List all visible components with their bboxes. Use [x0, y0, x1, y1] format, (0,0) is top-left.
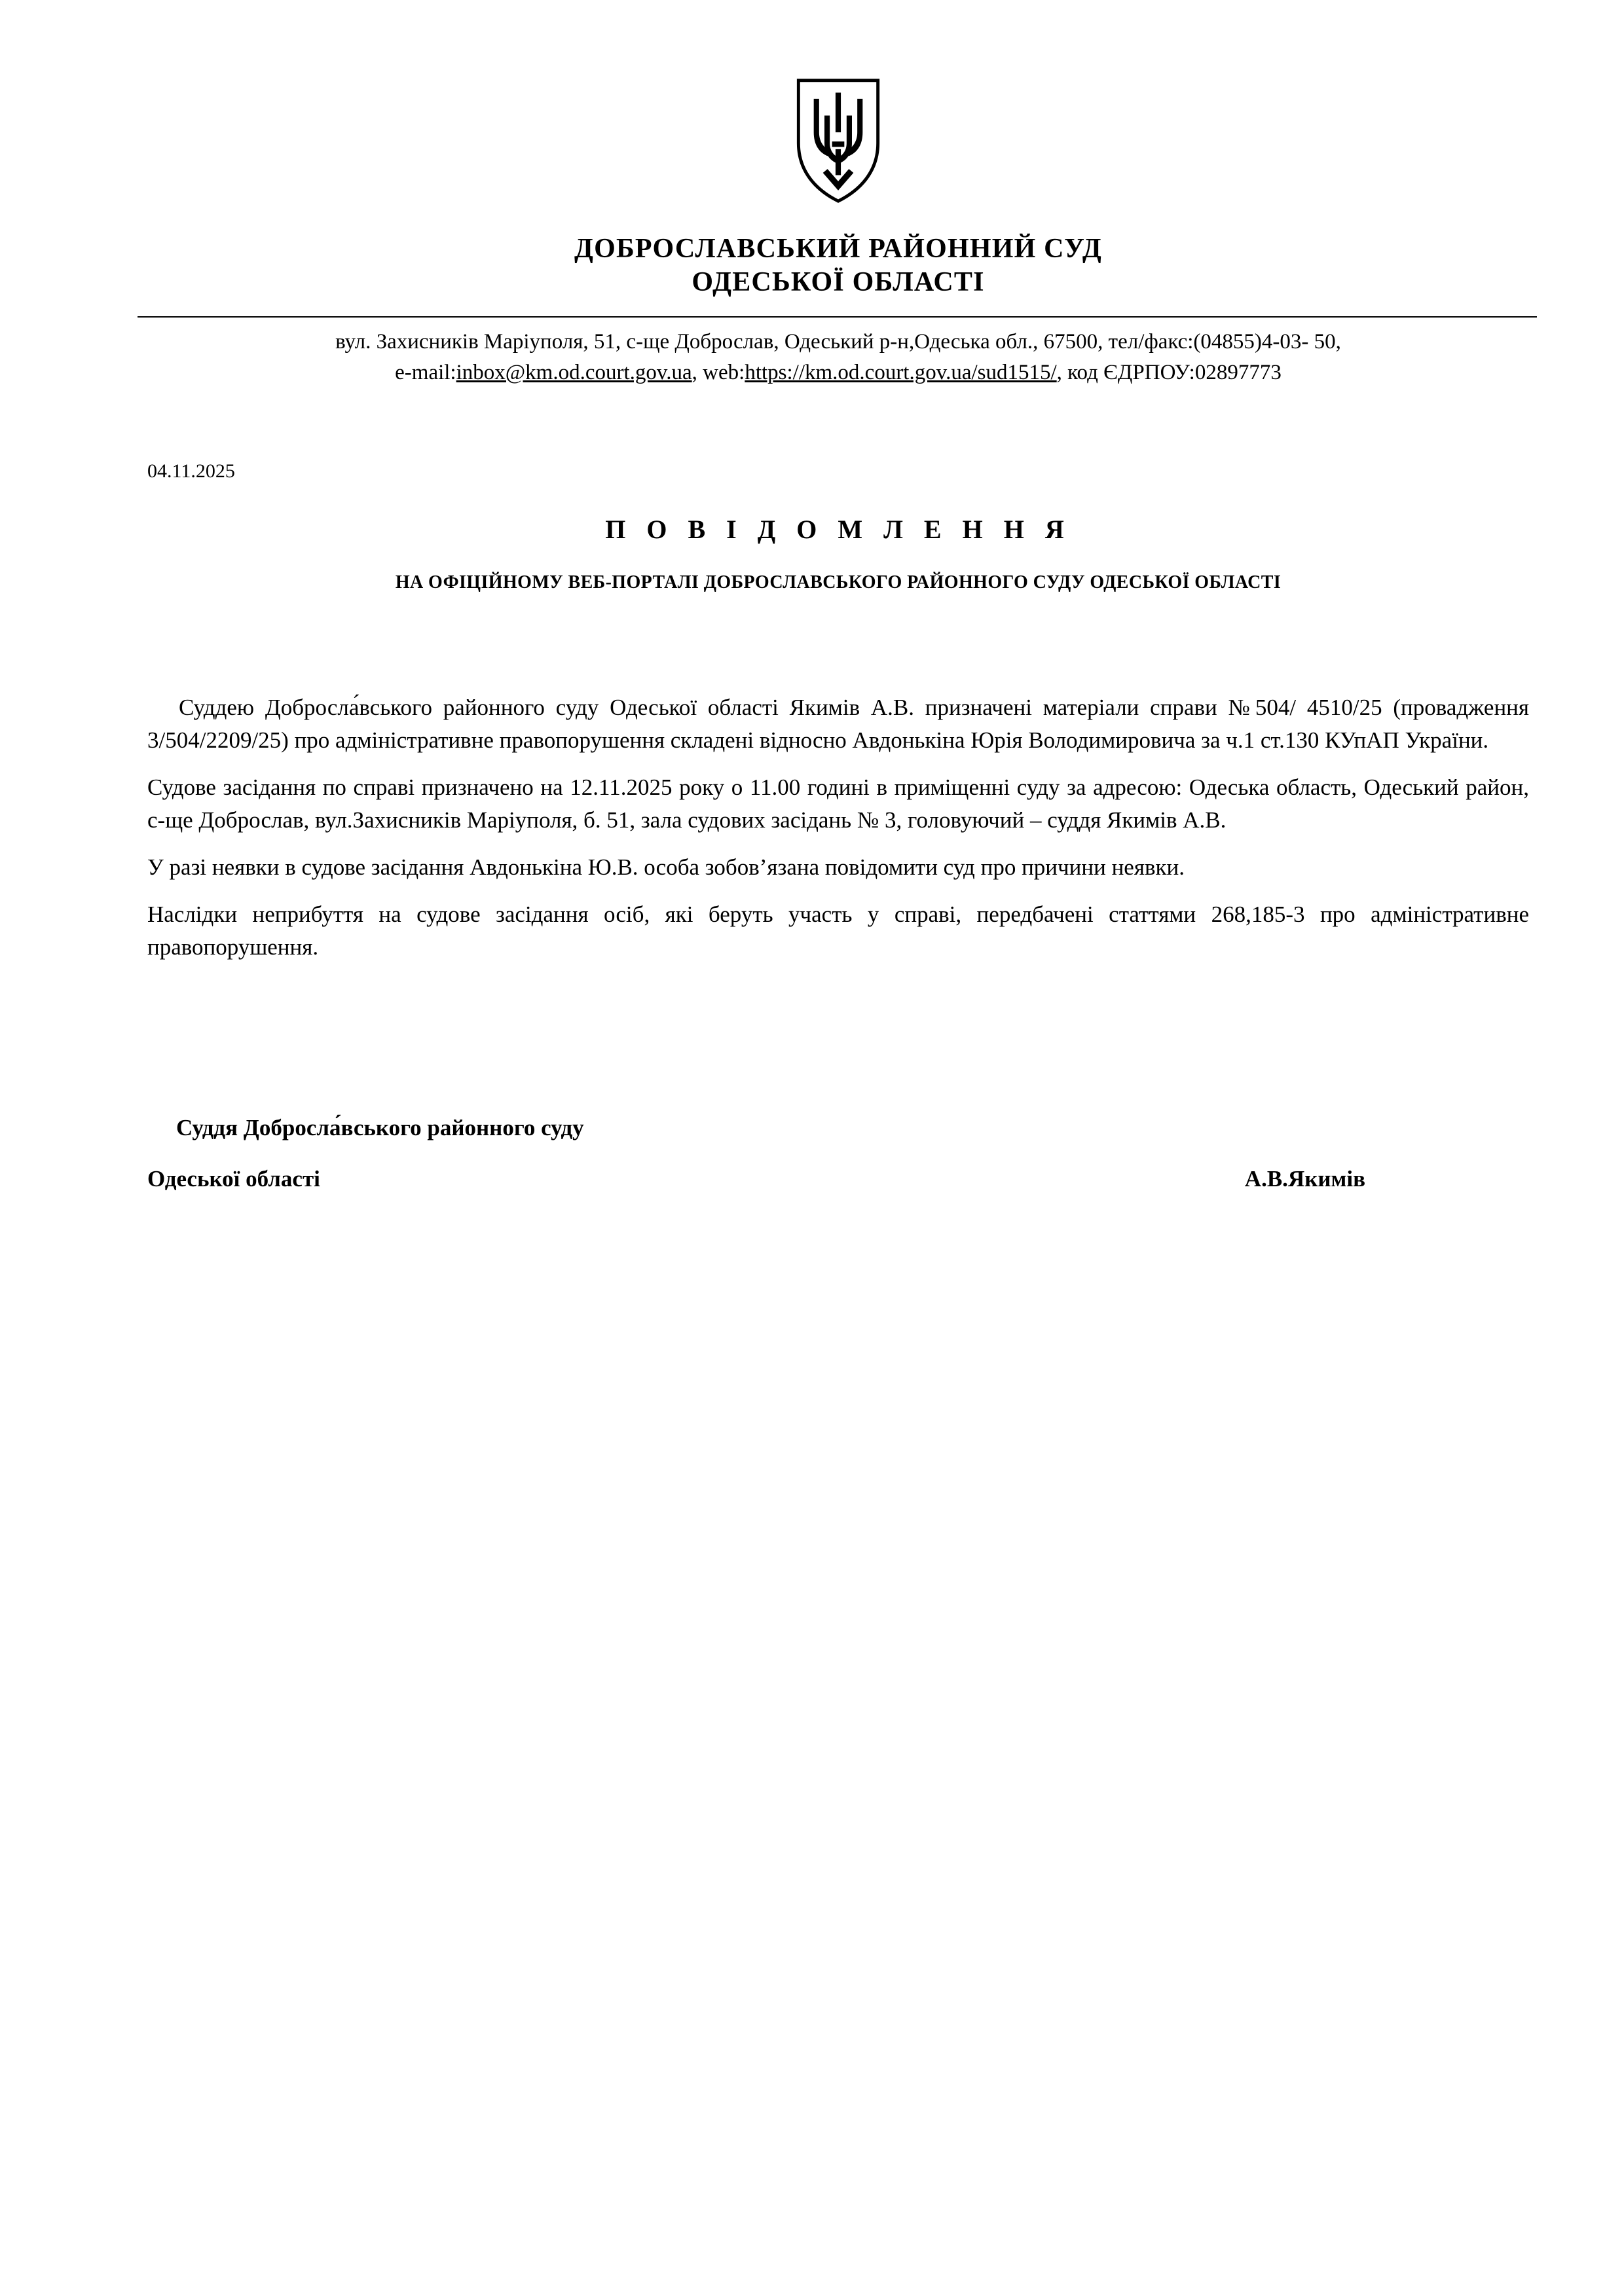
body-paragraph-2: Судове засідання по справі призначено на 12.11.2025 року о 11.00 годині в приміщенні суду за адресою: Одеська область, Одеський район, с-ще Доброслав, вул.Захисників Маріуполя, б. 51, зала судових засідань № 3, головуючий – суддя Якимів А.В. [147, 774, 1529, 833]
court-title-line-2: ОДЕСЬКОЇ ОБЛАСТІ [692, 267, 985, 298]
notice-subtitle: НА ОФІЦІЙНОМУ ВЕБ-ПОРТАЛІ ДОБРОСЛАВСЬКОГО РАЙОННОГО СУДУ ОДЕСЬКОЇ ОБЛАСТІ [395, 572, 1282, 593]
court-contacts [147, 327, 1529, 388]
signature-name: А.В.Якимів [1244, 1165, 1365, 1192]
signature-role-line: Суддя Добросла́вського районного суду [176, 1114, 584, 1140]
website-link[interactable]: https://km.od.court.gov.ua/sud1515/ [745, 361, 1057, 385]
document-content [147, 0, 1529, 1192]
email-label: e-mail: [395, 361, 456, 385]
court-address-line-2: 50, [1314, 330, 1341, 354]
body-paragraph-1: Суддею Добросла́вського районного суду Одеської області Якимів А.В. призначені матеріали справи №504/ 4510/25 (провадження 3/504/2209/25) про адміністративне правопорушення складені відносно Авдонькіна Юрія Володимировича за ч.1 ст.130 КУпАП України. [147, 695, 1529, 754]
email-link[interactable]: inbox@km.od.court.gov.ua [456, 361, 692, 385]
header-divider [138, 316, 1537, 318]
body-paragraph-4: Наслідки неприбуття на судове засідання осіб, які беруть участь у справі, передбачені статтями 268,185-3 про адміністративне правопорушення. [147, 902, 1529, 960]
web-label: , web: [692, 361, 745, 385]
notice-body [147, 691, 1529, 964]
signature-region: Одеської області [147, 1165, 320, 1192]
body-paragraph-3: У разі неявки в судове засідання Авдонькіна Ю.В. особа зобов’язана повідомити суд про причини неявки. [147, 854, 1185, 881]
court-address-line-1: вул. Захисників Маріуполя, 51, с-ще Доброслав, Одеський р-н,Одеська обл., 67500, тел/факс:(04855)4-03- [335, 330, 1309, 354]
ukraine-coat-of-arms-tryzub-icon [792, 72, 884, 210]
notice-title: П О В І Д О М Л Е Н Н Я [605, 515, 1071, 545]
document-date: 04.11.2025 [147, 460, 235, 483]
signature-bottom-row [147, 1166, 1529, 1192]
signature-block [147, 1115, 1529, 1192]
court-title-line-1: ДОБРОСЛАВСЬКИЙ РАЙОННИЙ СУД [574, 234, 1103, 264]
court-title [147, 232, 1529, 299]
emblem-container [147, 72, 1529, 213]
edrpou-code: , код ЄДРПОУ:02897773 [1056, 361, 1282, 385]
